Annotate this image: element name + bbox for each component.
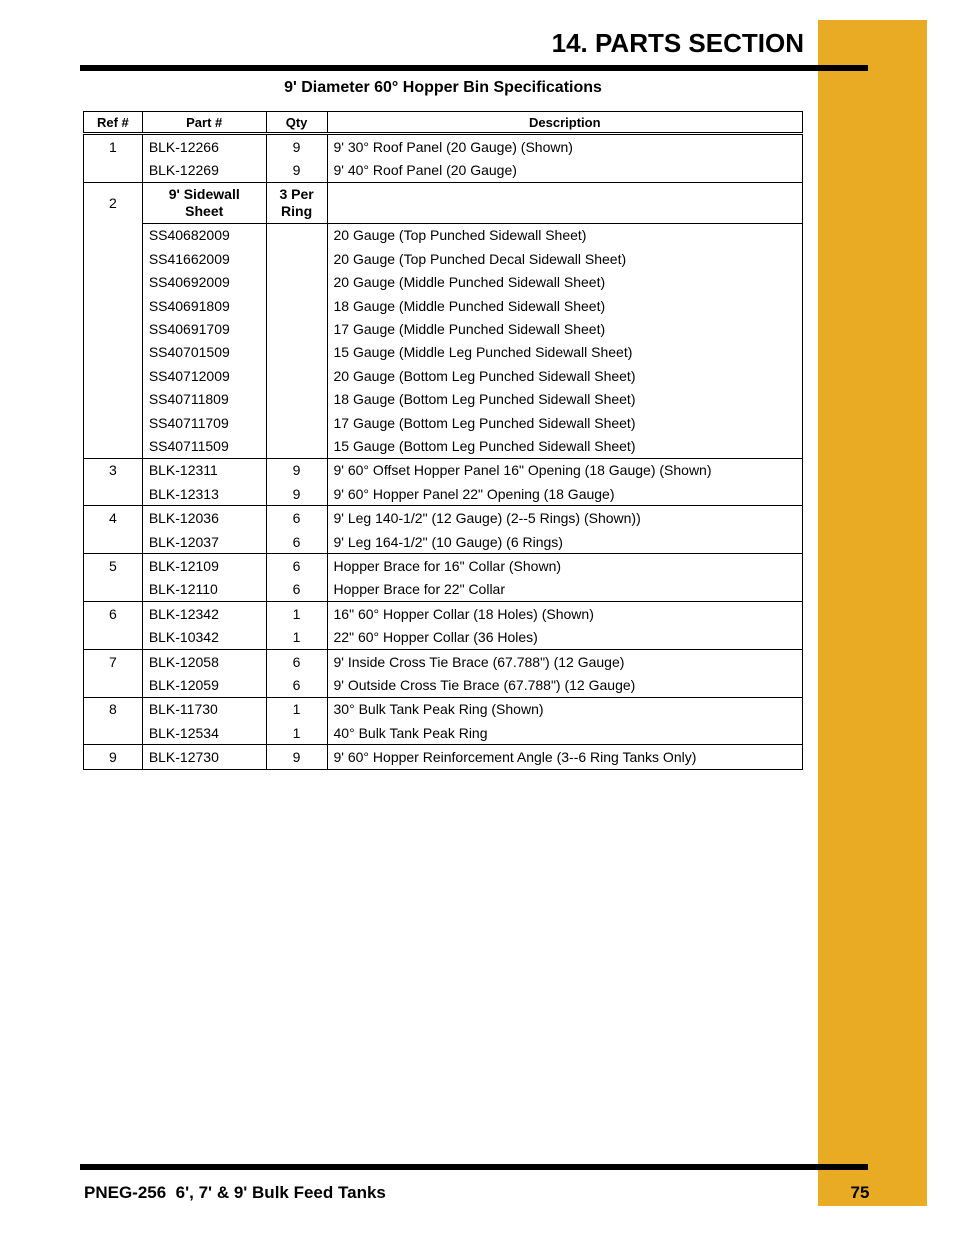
table-row: [84, 673, 803, 697]
ref-cell: [84, 317, 143, 340]
description-cell: 16" 60° Hopper Collar (18 Holes) (Shown): [327, 602, 802, 626]
part-number-cell: BLK-12109: [142, 554, 266, 578]
part-number-cell: SS41662009: [142, 247, 266, 270]
description-cell: 18 Gauge (Middle Punched Sidewall Sheet): [327, 294, 802, 317]
ref-cell: 6: [84, 602, 143, 626]
table-row: [84, 602, 803, 626]
part-number-cell: BLK-10342: [142, 625, 266, 649]
table-row: [84, 411, 803, 434]
table-caption: 9' Diameter 60° Hopper Bin Specifications: [284, 79, 602, 96]
table-row: [84, 134, 803, 159]
table-row: [84, 506, 803, 530]
ref-cell: [84, 530, 143, 554]
footer-rule: [80, 1164, 868, 1170]
table-row: [84, 578, 803, 602]
table-header-row: [84, 112, 803, 134]
ref-cell: [84, 625, 143, 649]
accent-side-bar: [818, 20, 927, 1206]
ref-cell: [84, 434, 143, 458]
table-row: [84, 530, 803, 554]
part-number-cell: BLK-12342: [142, 602, 266, 626]
part-number-cell: SS40711809: [142, 388, 266, 411]
footer-document-title: PNEG-256 6', 7' & 9' Bulk Feed Tanks: [84, 1183, 386, 1202]
ref-cell: 8: [84, 697, 143, 721]
subheader-qty-cell: 3 Per Ring: [266, 182, 327, 223]
description-cell: 9' 60° Hopper Panel 22" Opening (18 Gauge): [327, 482, 802, 506]
table-row: [84, 745, 803, 769]
part-number-cell: BLK-12311: [142, 458, 266, 482]
description-cell: 20 Gauge (Bottom Leg Punched Sidewall Sheet): [327, 364, 802, 387]
qty-cell: 9: [266, 745, 327, 769]
ref-cell: 5: [84, 554, 143, 578]
description-cell: 15 Gauge (Bottom Leg Punched Sidewall Sheet): [327, 434, 802, 458]
column-header-description: Description: [327, 112, 802, 134]
part-number-cell: BLK-12730: [142, 745, 266, 769]
qty-cell: 9: [266, 158, 327, 182]
qty-cell: [266, 271, 327, 294]
ref-cell: [84, 364, 143, 387]
description-cell: 9' 60° Offset Hopper Panel 16" Opening (18 Gauge) (Shown): [327, 458, 802, 482]
ref-cell: [84, 341, 143, 364]
part-number-cell: SS40691709: [142, 317, 266, 340]
table-row: [84, 434, 803, 458]
ref-cell: 9: [84, 745, 143, 769]
table-row: [84, 223, 803, 247]
description-cell: Hopper Brace for 16" Collar (Shown): [327, 554, 802, 578]
description-cell: 17 Gauge (Middle Punched Sidewall Sheet): [327, 317, 802, 340]
table-row: [84, 364, 803, 387]
subheader-description-cell: [327, 182, 802, 223]
description-cell: 40° Bulk Tank Peak Ring: [327, 721, 802, 745]
header-rule: [80, 65, 868, 71]
table-row: [84, 721, 803, 745]
part-number-cell: SS40711509: [142, 434, 266, 458]
qty-cell: 9: [266, 458, 327, 482]
qty-cell: [266, 341, 327, 364]
description-cell: 22" 60° Hopper Collar (36 Holes): [327, 625, 802, 649]
parts-table-body: [84, 134, 803, 770]
qty-cell: [266, 364, 327, 387]
ref-cell: 1: [84, 134, 143, 159]
description-cell: 9' 60° Hopper Reinforcement Angle (3--6 Ring Tanks Only): [327, 745, 802, 769]
ref-cell: [84, 411, 143, 434]
part-number-cell: BLK-12266: [142, 134, 266, 159]
qty-cell: [266, 223, 327, 247]
qty-cell: 6: [266, 530, 327, 554]
section-title: 14. PARTS SECTION: [551, 28, 804, 58]
description-cell: 9' Inside Cross Tie Brace (67.788") (12 Gauge): [327, 649, 802, 673]
description-cell: 9' Leg 140-1/2" (12 Gauge) (2--5 Rings) (Shown)): [327, 506, 802, 530]
qty-cell: 1: [266, 697, 327, 721]
ref-cell: [84, 271, 143, 294]
table-row: [84, 458, 803, 482]
qty-cell: 6: [266, 578, 327, 602]
qty-cell: 1: [266, 721, 327, 745]
part-number-cell: SS40692009: [142, 271, 266, 294]
ref-cell: [84, 673, 143, 697]
column-header-part: Part #: [142, 112, 266, 134]
description-cell: 9' Outside Cross Tie Brace (67.788") (12 Gauge): [327, 673, 802, 697]
description-cell: 20 Gauge (Top Punched Decal Sidewall Sheet): [327, 247, 802, 270]
description-cell: 9' Leg 164-1/2" (10 Gauge) (6 Rings): [327, 530, 802, 554]
qty-cell: [266, 411, 327, 434]
part-number-cell: BLK-12036: [142, 506, 266, 530]
part-number-cell: BLK-12037: [142, 530, 266, 554]
description-cell: 18 Gauge (Bottom Leg Punched Sidewall Sheet): [327, 388, 802, 411]
parts-table: [83, 111, 803, 770]
ref-cell: [84, 388, 143, 411]
ref-cell: [84, 482, 143, 506]
qty-cell: [266, 294, 327, 317]
ref-cell: 4: [84, 506, 143, 530]
part-number-cell: BLK-12269: [142, 158, 266, 182]
ref-cell: [84, 721, 143, 745]
qty-cell: 9: [266, 134, 327, 159]
qty-cell: [266, 388, 327, 411]
qty-cell: 6: [266, 673, 327, 697]
ref-cell: 2: [84, 182, 143, 223]
qty-cell: 6: [266, 649, 327, 673]
table-subheader-row: [84, 182, 803, 223]
table-row: [84, 294, 803, 317]
column-header-qty: Qty: [266, 112, 327, 134]
table-row: [84, 247, 803, 270]
qty-cell: 1: [266, 625, 327, 649]
part-number-cell: SS40682009: [142, 223, 266, 247]
part-number-cell: BLK-12110: [142, 578, 266, 602]
ref-cell: [84, 158, 143, 182]
table-row: [84, 158, 803, 182]
part-number-cell: SS40691809: [142, 294, 266, 317]
ref-cell: [84, 223, 143, 247]
description-cell: 30° Bulk Tank Peak Ring (Shown): [327, 697, 802, 721]
table-row: [84, 271, 803, 294]
description-cell: Hopper Brace for 22" Collar: [327, 578, 802, 602]
part-number-cell: BLK-11730: [142, 697, 266, 721]
table-row: [84, 482, 803, 506]
description-cell: 9' 30° Roof Panel (20 Gauge) (Shown): [327, 134, 802, 159]
table-row: [84, 554, 803, 578]
table-row: [84, 317, 803, 340]
ref-cell: [84, 578, 143, 602]
part-number-cell: SS40711709: [142, 411, 266, 434]
qty-cell: 6: [266, 554, 327, 578]
ref-cell: [84, 294, 143, 317]
qty-cell: 9: [266, 482, 327, 506]
part-number-cell: BLK-12059: [142, 673, 266, 697]
ref-cell: 7: [84, 649, 143, 673]
description-cell: 20 Gauge (Middle Punched Sidewall Sheet): [327, 271, 802, 294]
qty-cell: [266, 247, 327, 270]
part-number-cell: BLK-12058: [142, 649, 266, 673]
column-header-ref: Ref #: [84, 112, 143, 134]
table-row: [84, 388, 803, 411]
table-row: [84, 625, 803, 649]
part-number-cell: SS40701509: [142, 341, 266, 364]
description-cell: 9' 40° Roof Panel (20 Gauge): [327, 158, 802, 182]
table-row: [84, 697, 803, 721]
qty-cell: [266, 317, 327, 340]
table-row: [84, 649, 803, 673]
subheader-part-cell: 9' Sidewall Sheet: [142, 182, 266, 223]
page-number: 75: [850, 1183, 870, 1202]
part-number-cell: SS40712009: [142, 364, 266, 387]
description-cell: 15 Gauge (Middle Leg Punched Sidewall Sheet): [327, 341, 802, 364]
table-row: [84, 341, 803, 364]
description-cell: 17 Gauge (Bottom Leg Punched Sidewall Sheet): [327, 411, 802, 434]
part-number-cell: BLK-12313: [142, 482, 266, 506]
ref-cell: [84, 247, 143, 270]
qty-cell: 1: [266, 602, 327, 626]
qty-cell: 6: [266, 506, 327, 530]
ref-cell: 3: [84, 458, 143, 482]
qty-cell: [266, 434, 327, 458]
description-cell: 20 Gauge (Top Punched Sidewall Sheet): [327, 223, 802, 247]
part-number-cell: BLK-12534: [142, 721, 266, 745]
